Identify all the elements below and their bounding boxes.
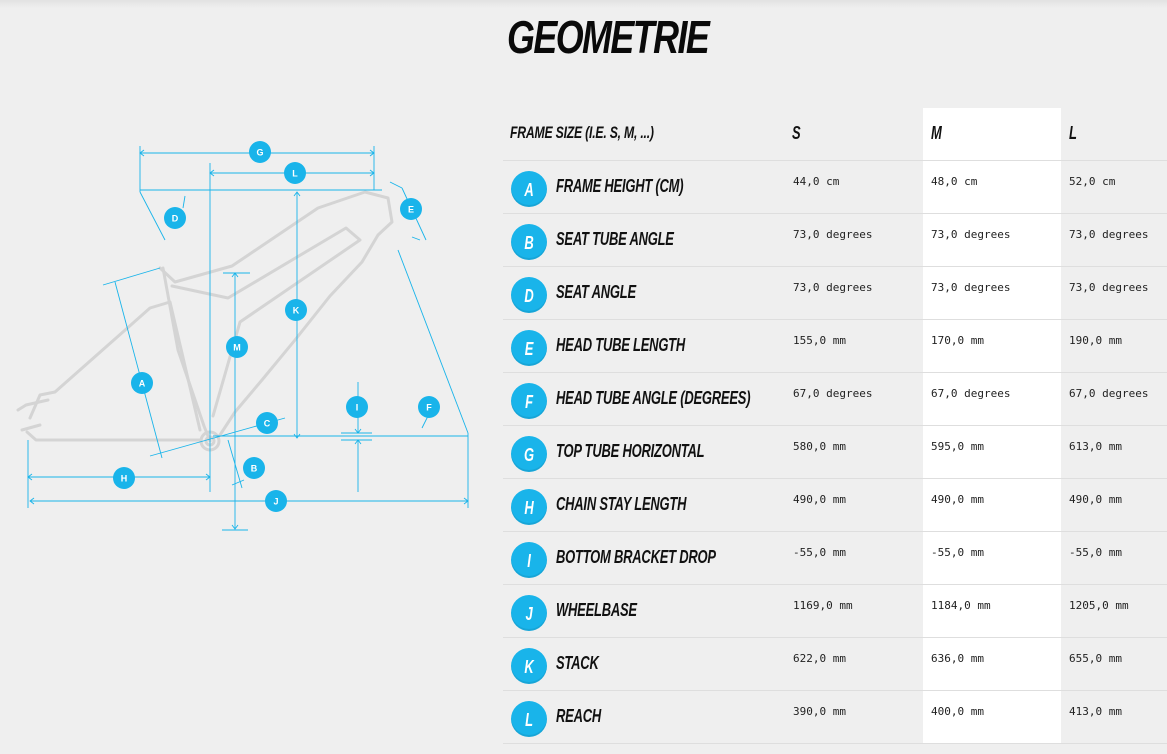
value-size-l: 73,0 degrees — [1069, 281, 1149, 294]
table-row-f — [503, 373, 1167, 426]
measurement-letter: J — [525, 604, 533, 624]
measurement-letter-badge — [511, 171, 547, 207]
measurement-label: SEAT ANGLE — [556, 282, 636, 302]
value-size-m: 490,0 mm — [931, 493, 984, 506]
measurement-letter-badge — [511, 383, 547, 419]
value-size-l: 1205,0 mm — [1069, 599, 1129, 612]
measurement-label: CHAIN STAY LENGTH — [556, 494, 687, 514]
table-body — [503, 161, 1167, 744]
diagram-label-h — [113, 467, 135, 489]
diagram-label-j — [265, 490, 287, 512]
value-size-m: 170,0 mm — [931, 334, 984, 347]
table-row-d — [503, 267, 1167, 320]
diagram-label-l — [284, 162, 306, 184]
svg-text:F: F — [426, 402, 432, 413]
svg-text:M: M — [233, 342, 241, 353]
value-size-m: 400,0 mm — [931, 705, 984, 718]
measurement-letter-badge — [511, 436, 547, 472]
measurement-letter: E — [524, 339, 534, 359]
svg-text:E: E — [407, 204, 415, 215]
measurement-letter: L — [525, 710, 533, 730]
value-size-s: 73,0 degrees — [793, 228, 873, 241]
table-row-k — [503, 638, 1167, 691]
table-row-l — [503, 691, 1167, 744]
value-size-m: 73,0 degrees — [931, 281, 1011, 294]
table-header — [503, 108, 1167, 161]
value-size-s: 155,0 mm — [793, 334, 846, 347]
value-size-s: 44,0 cm — [793, 175, 840, 188]
measurement-letter-badge — [511, 701, 547, 737]
svg-text:I: I — [355, 402, 359, 413]
value-size-m: -55,0 mm — [931, 546, 984, 559]
svg-text:H: H — [120, 473, 128, 484]
svg-text:L: L — [292, 168, 298, 179]
measurement-letter-badge — [511, 595, 547, 631]
value-size-m: 73,0 degrees — [931, 228, 1011, 241]
svg-text:G: G — [256, 147, 264, 158]
measurement-letter-badge — [511, 224, 547, 260]
svg-text:J: J — [273, 496, 279, 507]
size-l-header: L — [1069, 123, 1077, 143]
svg-text:A: A — [138, 378, 146, 389]
value-size-l: 613,0 mm — [1069, 440, 1122, 453]
value-size-l: 413,0 mm — [1069, 705, 1122, 718]
measurement-letter: I — [527, 551, 531, 571]
diagram-label-k — [285, 299, 307, 321]
diagram-label-g — [249, 141, 271, 163]
measurement-letter: D — [524, 286, 534, 306]
svg-text:K: K — [292, 305, 300, 316]
measurement-letter: H — [524, 498, 534, 518]
geometry-table — [503, 108, 1167, 744]
diagram-label-m — [226, 336, 248, 358]
svg-text:B: B — [250, 463, 258, 474]
size-m-header: M — [931, 123, 942, 143]
measurement-label: BOTTOM BRACKET DROP — [556, 547, 716, 567]
value-size-m: 636,0 mm — [931, 652, 984, 665]
table-row-e — [503, 320, 1167, 373]
diagram-label-i — [346, 396, 368, 418]
measurement-letter-badge — [511, 489, 547, 525]
size-s-header: S — [792, 123, 801, 143]
measurement-label: STACK — [556, 653, 599, 673]
page-title: GEOMETRIE — [506, 11, 709, 63]
frame-size-header: FRAME SIZE (I.E. S, M, ...) — [510, 123, 654, 142]
top-shadow — [0, 0, 1167, 8]
value-size-m: 595,0 mm — [931, 440, 984, 453]
bike-frame-drawing — [0, 100, 490, 550]
table-row-i — [503, 532, 1167, 585]
svg-text:D: D — [171, 213, 179, 224]
measurement-letter-badge — [511, 277, 547, 313]
value-size-l: 52,0 cm — [1069, 175, 1116, 188]
measurement-label: HEAD TUBE LENGTH — [556, 335, 686, 355]
value-size-l: -55,0 mm — [1069, 546, 1122, 559]
diagram-label-a — [131, 372, 153, 394]
value-size-s: -55,0 mm — [793, 546, 846, 559]
measurement-letter: F — [525, 392, 533, 412]
measurement-label: REACH — [556, 706, 602, 726]
measurement-label: TOP TUBE HORIZONTAL — [556, 441, 705, 461]
measurement-letter: K — [524, 657, 534, 677]
measurement-letter-badge — [511, 330, 547, 366]
value-size-l: 490,0 mm — [1069, 493, 1122, 506]
value-size-l: 67,0 degrees — [1069, 387, 1149, 400]
value-size-s: 67,0 degrees — [793, 387, 873, 400]
value-size-m: 1184,0 mm — [931, 599, 991, 612]
diagram-label-f — [418, 396, 440, 418]
measurement-letter: G — [524, 445, 534, 465]
bike-frame — [18, 192, 392, 450]
diagram-label-e — [400, 198, 422, 220]
value-size-s: 490,0 mm — [793, 493, 846, 506]
table-row-b — [503, 214, 1167, 267]
diagram-labels — [113, 141, 440, 512]
measurement-label: WHEELBASE — [556, 600, 637, 620]
value-size-m: 48,0 cm — [931, 175, 978, 188]
value-size-m: 67,0 degrees — [931, 387, 1011, 400]
measurement-letter-badge — [511, 542, 547, 578]
table-row-j — [503, 585, 1167, 638]
measurement-letter: A — [524, 180, 534, 200]
geometry-diagram — [0, 100, 490, 550]
value-size-l: 190,0 mm — [1069, 334, 1122, 347]
value-size-s: 580,0 mm — [793, 440, 846, 453]
measurement-label: FRAME HEIGHT (CM) — [556, 176, 684, 196]
table-row-h — [503, 479, 1167, 532]
diagram-label-d — [164, 207, 186, 229]
value-size-s: 390,0 mm — [793, 705, 846, 718]
measurement-label: SEAT TUBE ANGLE — [556, 229, 674, 249]
diagram-label-c — [256, 412, 278, 434]
measurement-label: HEAD TUBE ANGLE (DEGREES) — [556, 388, 751, 408]
measurement-letter: B — [524, 233, 534, 253]
value-size-l: 655,0 mm — [1069, 652, 1122, 665]
value-size-s: 1169,0 mm — [793, 599, 853, 612]
svg-text:C: C — [263, 418, 271, 429]
table-row-g — [503, 426, 1167, 479]
diagram-label-b — [243, 457, 265, 479]
value-size-s: 73,0 degrees — [793, 281, 873, 294]
value-size-l: 73,0 degrees — [1069, 228, 1149, 241]
table-row-a — [503, 161, 1167, 214]
measurement-letter-badge — [511, 648, 547, 684]
value-size-s: 622,0 mm — [793, 652, 846, 665]
